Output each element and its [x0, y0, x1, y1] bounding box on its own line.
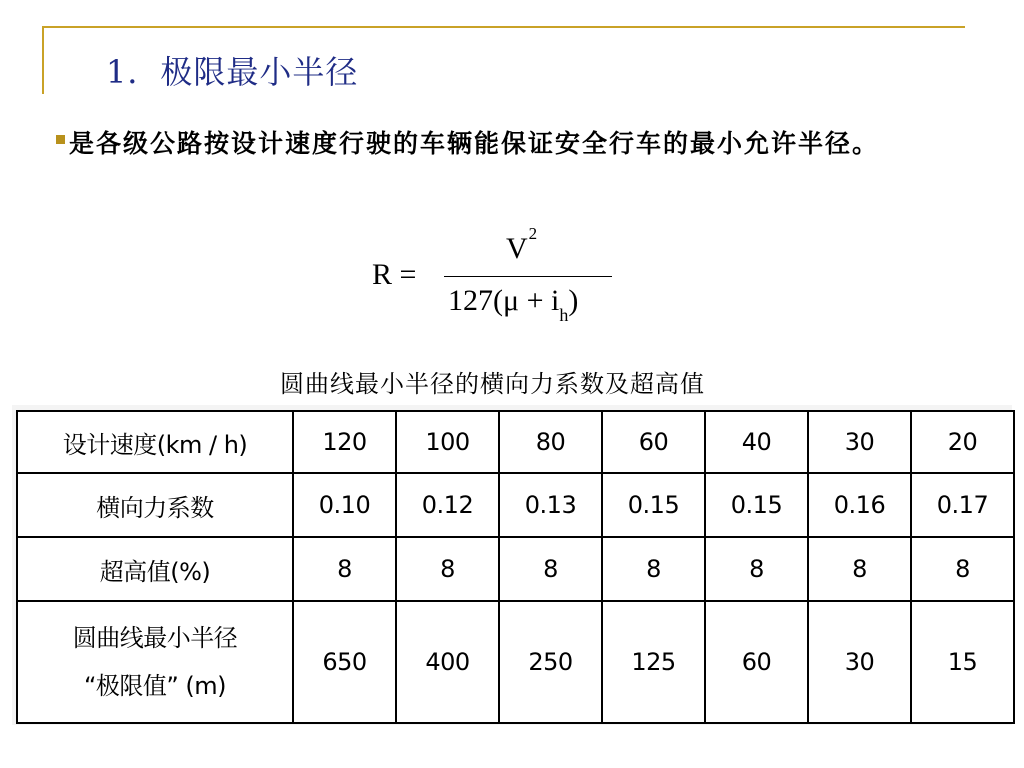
- table-cell: 30: [808, 411, 911, 473]
- table-cell: 8: [911, 537, 1014, 601]
- row-label: 超高值(%): [17, 537, 293, 601]
- table-cell: 0.10: [293, 473, 396, 537]
- table-cell: 8: [499, 537, 602, 601]
- table-cell: 0.15: [705, 473, 808, 537]
- table-cell: 250: [499, 601, 602, 723]
- table-cell: 80: [499, 411, 602, 473]
- table-cell: 30: [808, 601, 911, 723]
- table-cell: 0.12: [396, 473, 499, 537]
- table-cell: 40: [705, 411, 808, 473]
- frame-left-line: [42, 26, 44, 94]
- row-label: 设计速度(km / h): [17, 411, 293, 473]
- table-cell: 8: [705, 537, 808, 601]
- table-cell: 15: [911, 601, 1014, 723]
- table-row: [17, 537, 1014, 601]
- table-cell: 8: [293, 537, 396, 601]
- slide-title: 1．极限最小半径: [106, 53, 359, 91]
- row-label: 横向力系数: [17, 473, 293, 537]
- table-cell: 100: [396, 411, 499, 473]
- radius-table: [16, 410, 1015, 724]
- table-cell: 400: [396, 601, 499, 723]
- formula-lhs: R =: [372, 258, 417, 291]
- table-cell: 120: [293, 411, 396, 473]
- formula-exponent: 2: [528, 224, 538, 243]
- row-label: [17, 601, 293, 723]
- formula-numerator: $V^2$: [506, 224, 538, 265]
- radius-formula: [372, 224, 622, 328]
- row-label-line2: “极限值” (m): [83, 672, 227, 700]
- table-row: [17, 473, 1014, 537]
- table-cell: 0.17: [911, 473, 1014, 537]
- bullet-square-icon: [56, 135, 65, 144]
- table-cell: 0.13: [499, 473, 602, 537]
- bullet-paragraph: [56, 124, 966, 164]
- table-cell: 8: [602, 537, 705, 601]
- table-title: 圆曲线最小半径的横向力系数及超高值: [280, 370, 705, 398]
- table-row: [17, 601, 1014, 723]
- table-cell: 0.15: [602, 473, 705, 537]
- table-cell: 60: [705, 601, 808, 723]
- table-cell: 0.16: [808, 473, 911, 537]
- formula-denominator: $127(\mu + i_h)$: [448, 284, 579, 325]
- table-cell: 60: [602, 411, 705, 473]
- frame-top-line: [42, 26, 965, 28]
- table-cell: 125: [602, 601, 705, 723]
- formula-subscript: h: [559, 305, 569, 325]
- table-row: [17, 411, 1014, 473]
- fraction-bar: [444, 276, 612, 277]
- table-cell: 8: [396, 537, 499, 601]
- row-label-line1: 圆曲线最小半径: [72, 624, 238, 652]
- bullet-text: 是各级公路按设计速度行驶的车辆能保证安全行车的最小允许半径。: [69, 129, 880, 158]
- table-cell: 20: [911, 411, 1014, 473]
- table-cell: 650: [293, 601, 396, 723]
- table-cell: 8: [808, 537, 911, 601]
